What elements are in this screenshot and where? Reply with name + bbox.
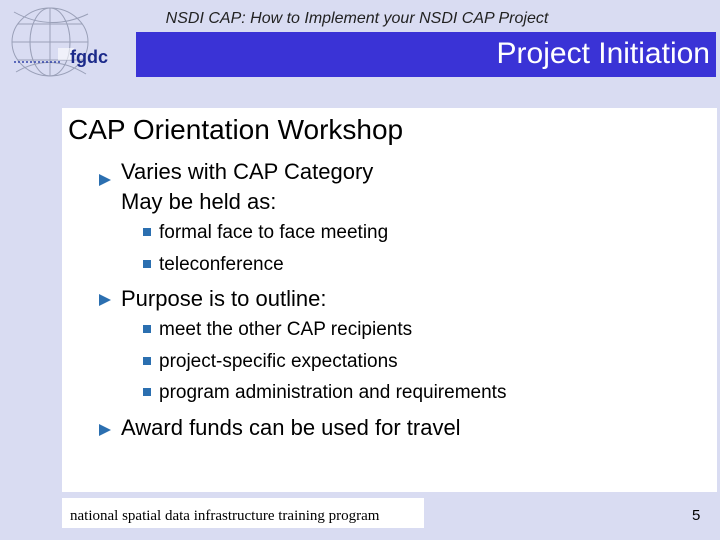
sub-bullet: formal face to face meeting [143, 221, 388, 245]
footer-box [62, 498, 424, 528]
sub-bullet: teleconference [143, 253, 284, 277]
footer-text: national spatial data infrastructure training program [70, 508, 380, 524]
bullet-arrow-icon [99, 294, 111, 306]
logo-text: fgdc [70, 47, 108, 67]
bullet-line: Award funds can be used for travel [121, 415, 461, 440]
title-banner [136, 32, 716, 77]
bullet-arrow-icon [99, 174, 111, 186]
square-bullet-icon [143, 260, 151, 268]
sub-bullet: project-specific expectations [143, 350, 398, 374]
bullet-line: May be held as: [121, 189, 277, 214]
sub-bullet: program administration and requirements [143, 381, 506, 405]
slide-title: CAP Orientation Workshop [68, 114, 404, 145]
sub-bullet: meet the other CAP recipients [143, 318, 412, 342]
bullet-item [121, 413, 461, 443]
square-bullet-icon [143, 228, 151, 236]
bullet-arrow-icon [99, 424, 111, 436]
banner-title: Project Initiation [496, 37, 710, 70]
bullet-line: Purpose is to outline: [121, 286, 327, 311]
page-number: 5 [692, 507, 701, 524]
fgdc-logo [4, 2, 128, 88]
square-bullet-icon [143, 325, 151, 333]
bullet-item [121, 157, 373, 217]
bullet-item [121, 284, 326, 314]
header-title: NSDI CAP: How to Implement your NSDI CAP Project [165, 10, 549, 27]
square-bullet-icon [143, 357, 151, 365]
bullet-line: Varies with CAP Category [121, 159, 374, 184]
square-bullet-icon [143, 388, 151, 396]
